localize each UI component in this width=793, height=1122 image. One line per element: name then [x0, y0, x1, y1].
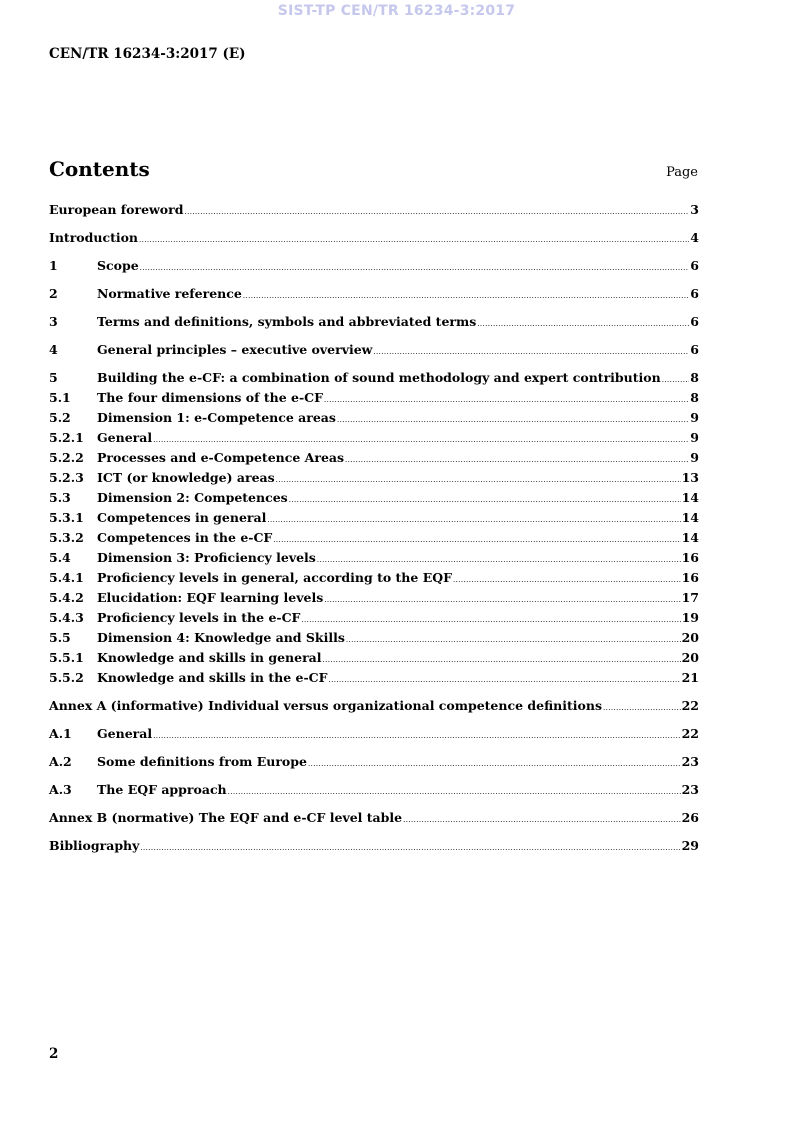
toc-entry-title: Bibliography: [49, 838, 140, 853]
toc-entry[interactable]: [49, 809, 699, 829]
dot-leader: [323, 652, 681, 669]
toc-entry-title: General principles – executive overview: [97, 342, 373, 357]
toc-entry-number: A.1: [49, 726, 72, 741]
toc-entry-page: 13: [681, 470, 699, 485]
toc-entry-page: 23: [681, 782, 699, 797]
toc-entry-title: Knowledge and skills in general: [97, 650, 322, 665]
toc-entry-number: 3: [49, 314, 58, 329]
toc-entry-page: 9: [690, 430, 699, 445]
toc-entry-number: 5.4.3: [49, 610, 84, 625]
toc-entry-title: Building the e-CF: a combination of sound methodology and expert contribution: [97, 370, 661, 385]
toc-entry-page: 22: [681, 726, 699, 741]
toc-entry-number: 5.4: [49, 550, 71, 565]
toc-entry[interactable]: [49, 649, 699, 669]
toc-entry-title: Annex B (normative) The EQF and e-CF level table: [49, 810, 403, 825]
dot-leader: [337, 412, 689, 429]
toc-entry-page: 6: [690, 286, 699, 301]
toc-entry-number: A.3: [49, 782, 72, 797]
toc-entry-page: 9: [690, 410, 699, 425]
toc-entry-page: 14: [681, 490, 699, 505]
toc-entry-title: General: [97, 430, 153, 445]
dot-leader: [346, 632, 681, 649]
toc-entry[interactable]: [49, 781, 699, 801]
dot-leader: [301, 612, 680, 629]
toc-entry-title: Knowledge and skills in the e-CF: [97, 670, 328, 685]
dot-leader: [308, 756, 681, 773]
toc-entry-page: 16: [681, 570, 699, 585]
toc-entry[interactable]: [49, 489, 699, 509]
toc-entry-page: 29: [681, 838, 699, 853]
toc-entry-number: 5.3.1: [49, 510, 84, 525]
toc-entry-title: ICT (or knowledge) areas: [97, 470, 275, 485]
toc-entry[interactable]: [49, 629, 699, 649]
dot-leader: [273, 532, 680, 549]
dot-leader: [373, 344, 689, 361]
toc-entry[interactable]: [49, 837, 699, 857]
toc-entry-page: 9: [690, 450, 699, 465]
toc-entry-page: 14: [681, 510, 699, 525]
toc-entry[interactable]: [49, 609, 699, 629]
toc-entry-page: 26: [681, 810, 699, 825]
toc-entry-title: General: [97, 726, 153, 741]
document-id-header: CEN/TR 16234-3:2017 (E): [49, 46, 246, 62]
dot-leader: [184, 204, 689, 221]
dot-leader: [289, 492, 681, 509]
toc-entry[interactable]: [49, 725, 699, 745]
toc-entry[interactable]: [49, 313, 699, 333]
toc-entry-title: Some definitions from Europe: [97, 754, 307, 769]
page-number: 2: [49, 1046, 59, 1062]
toc-entry-number: 5: [49, 370, 58, 385]
toc-entry[interactable]: [49, 429, 699, 449]
toc-entry-number: 5.2.2: [49, 450, 84, 465]
dot-leader: [140, 260, 690, 277]
toc-entry-title: European foreword: [49, 202, 184, 217]
toc-entry[interactable]: [49, 569, 699, 589]
toc-entry-number: 5.5.2: [49, 670, 84, 685]
toc-entry[interactable]: [49, 201, 699, 221]
dot-leader: [477, 316, 689, 333]
toc-entry-title: Dimension 2: Competences: [97, 490, 288, 505]
toc-entry-page: 8: [690, 390, 699, 405]
toc-entry-page: 4: [690, 230, 699, 245]
toc-entry-page: 19: [681, 610, 699, 625]
toc-entry-number: 5.3.2: [49, 530, 84, 545]
toc-entry-page: 16: [681, 550, 699, 565]
dot-leader: [603, 700, 681, 717]
toc-entry-page: 6: [690, 314, 699, 329]
contents-heading: Contents: [49, 157, 150, 181]
toc-entry[interactable]: [49, 389, 699, 409]
toc-entry-page: 6: [690, 258, 699, 273]
toc-entry[interactable]: [49, 549, 699, 569]
table-of-contents: [49, 201, 699, 857]
toc-entry-title: Processes and e-Competence Areas: [97, 450, 345, 465]
dot-leader: [453, 572, 681, 589]
toc-entry-number: 5.2.3: [49, 470, 84, 485]
toc-entry-page: 20: [681, 630, 699, 645]
toc-entry[interactable]: [49, 529, 699, 549]
toc-entry-title: Introduction: [49, 230, 139, 245]
toc-entry-page: 3: [690, 202, 699, 217]
toc-entry-number: 4: [49, 342, 58, 357]
toc-entry-page: 6: [690, 342, 699, 357]
dot-leader: [153, 728, 680, 745]
dot-leader: [324, 392, 689, 409]
toc-entry[interactable]: [49, 469, 699, 489]
toc-entry-title: Elucidation: EQF learning levels: [97, 590, 324, 605]
toc-entry[interactable]: [49, 697, 699, 717]
toc-entry-title: Annex A (informative) Individual versus organizational competence definitions: [49, 698, 602, 713]
toc-entry-number: 1: [49, 258, 58, 273]
toc-entry-title: Competences in general: [97, 510, 267, 525]
toc-entry-number: 5.4.2: [49, 590, 84, 605]
toc-entry-number: 5.4.1: [49, 570, 84, 585]
toc-entry-title: Competences in the e-CF: [97, 530, 273, 545]
toc-entry-page: 17: [681, 590, 699, 605]
toc-entry-title: Dimension 4: Knowledge and Skills: [97, 630, 345, 645]
toc-entry[interactable]: [49, 589, 699, 609]
toc-entry-title: Proficiency levels in general, according to the EQF: [97, 570, 452, 585]
toc-entry-title: Dimension 1: e-Competence areas: [97, 410, 336, 425]
toc-entry-title: Proficiency levels in the e-CF: [97, 610, 301, 625]
toc-entry[interactable]: [49, 509, 699, 529]
dot-leader: [345, 452, 689, 469]
dot-leader: [153, 432, 689, 449]
dot-leader: [140, 840, 680, 857]
dot-leader: [228, 784, 681, 801]
toc-entry[interactable]: [49, 669, 699, 689]
dot-leader: [243, 288, 689, 305]
toc-entry-number: 5.3: [49, 490, 71, 505]
toc-entry[interactable]: [49, 449, 699, 469]
toc-entry-title: Terms and definitions, symbols and abbreviated terms: [97, 314, 477, 329]
toc-entry-number: 5.2.1: [49, 430, 84, 445]
toc-entry-page: 21: [681, 670, 699, 685]
toc-entry-number: 5.1: [49, 390, 71, 405]
dot-leader: [662, 372, 690, 389]
toc-entry-title: Scope: [97, 258, 139, 273]
toc-entry[interactable]: [49, 257, 699, 277]
toc-entry-title: Dimension 3: Proficiency levels: [97, 550, 316, 565]
toc-entry-page: 22: [681, 698, 699, 713]
toc-entry-title: Normative reference: [97, 286, 242, 301]
toc-entry-number: 5.5: [49, 630, 71, 645]
toc-entry-number: 5.2: [49, 410, 71, 425]
toc-entry[interactable]: [49, 409, 699, 429]
toc-entry-title: The EQF approach: [97, 782, 227, 797]
dot-leader: [324, 592, 680, 609]
watermark: SIST-TP CEN/TR 16234-3:2017: [277, 3, 516, 19]
dot-leader: [328, 672, 680, 689]
toc-entry[interactable]: [49, 229, 699, 249]
page-column-label: Page: [666, 165, 698, 180]
toc-entry-page: 23: [681, 754, 699, 769]
toc-entry-number: 5.5.1: [49, 650, 84, 665]
dot-leader: [276, 472, 681, 489]
toc-entry-title: The four dimensions of the e-CF: [97, 390, 323, 405]
toc-entry-page: 14: [681, 530, 699, 545]
toc-entry-page: 8: [690, 370, 699, 385]
toc-entry[interactable]: [49, 285, 699, 305]
dot-leader: [139, 232, 689, 249]
toc-entry[interactable]: [49, 369, 699, 389]
toc-entry-number: 2: [49, 286, 58, 301]
toc-entry[interactable]: [49, 341, 699, 361]
dot-leader: [267, 512, 680, 529]
dot-leader: [403, 812, 681, 829]
toc-entry-page: 20: [681, 650, 699, 665]
toc-entry[interactable]: [49, 753, 699, 773]
dot-leader: [317, 552, 681, 569]
toc-entry-number: A.2: [49, 754, 72, 769]
